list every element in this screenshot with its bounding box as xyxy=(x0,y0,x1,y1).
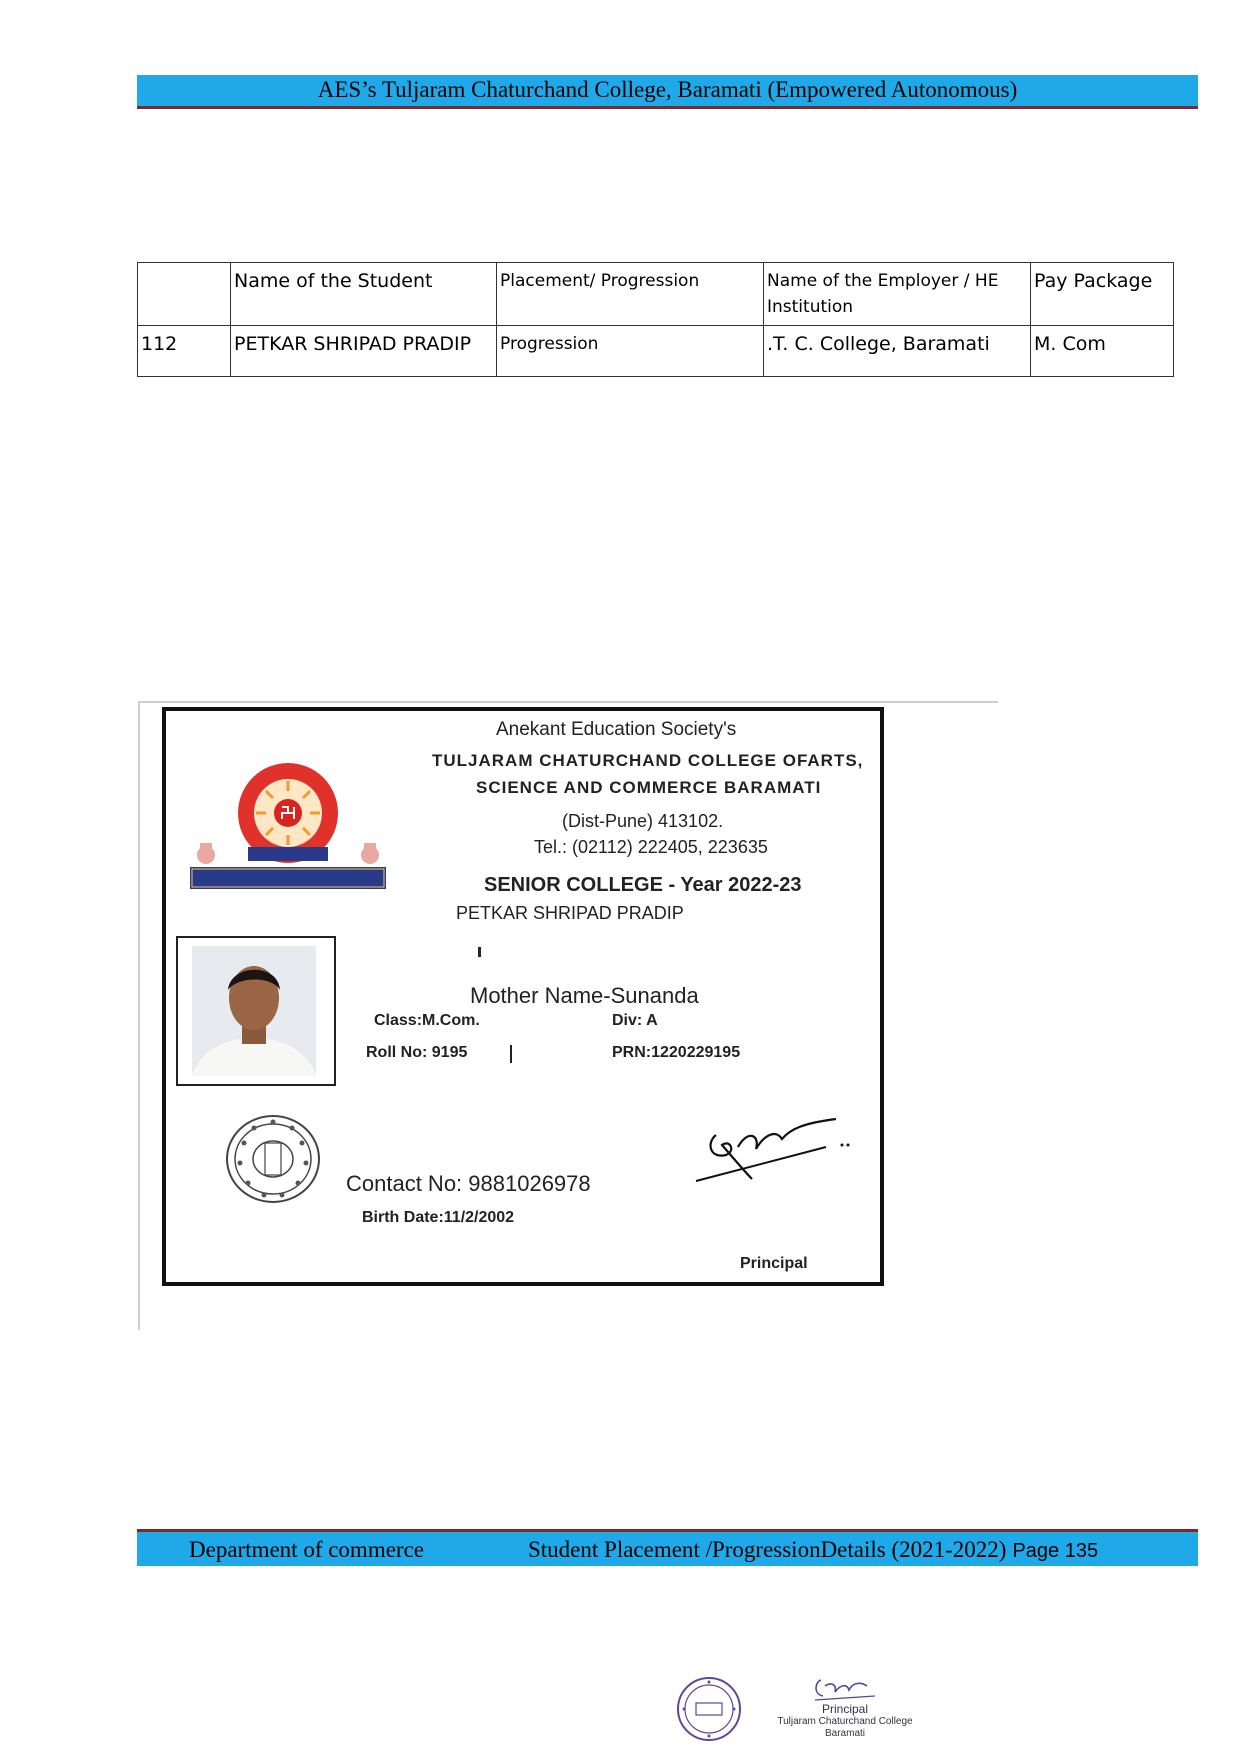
footer-details xyxy=(528,1537,1098,1563)
cell-placement: Progression xyxy=(497,326,764,377)
college-name-line1: TULJARAM CHATURCHAND COLLEGE OFARTS, xyxy=(432,751,864,770)
separator-mark xyxy=(510,1045,512,1063)
card-student-name: PETKAR SHRIPAD PRADIP xyxy=(456,903,684,923)
footer-college-label: Tuljaram Chaturchand College xyxy=(777,1716,913,1727)
header-band xyxy=(137,75,1198,109)
college-name-line2: SCIENCE AND COMMERCE BARAMATI xyxy=(476,778,822,797)
id-card xyxy=(162,707,884,1286)
college-seal-icon xyxy=(224,1113,322,1205)
cell-student-name: PETKAR SHRIPAD PRADIP xyxy=(231,326,497,377)
page-number: Page 135 xyxy=(1012,1540,1099,1562)
cell-serial: 112 xyxy=(138,326,231,377)
society-name: Anekant Education Society's xyxy=(496,719,737,740)
student-photo xyxy=(176,936,336,1086)
student-division: Div: A xyxy=(612,1012,658,1029)
header-cell-placement: Placement/ Progression xyxy=(497,263,764,326)
photo-image xyxy=(192,946,316,1076)
tick-mark xyxy=(478,947,481,957)
placement-table xyxy=(137,262,1174,377)
college-seal-icon xyxy=(676,1676,742,1742)
footer-city-label: Baramati xyxy=(824,1728,865,1739)
college-address: (Dist-Pune) 413102. xyxy=(562,811,724,831)
roll-number: Roll No: 9195 xyxy=(366,1044,468,1061)
cell-pay-package: M. Com xyxy=(1031,326,1174,377)
footer-principal-label: Principal xyxy=(821,1702,869,1716)
person-portrait-icon xyxy=(192,946,316,1076)
header-cell-serial xyxy=(138,263,231,326)
student-class: Class:M.Com. xyxy=(374,1012,480,1029)
id-card-frame xyxy=(138,701,998,1330)
birth-date: Birth Date:11/2/2002 xyxy=(362,1209,515,1226)
header-cell-student-name: Name of the Student xyxy=(231,263,497,326)
table-row xyxy=(138,326,1174,377)
table-header-row xyxy=(138,263,1174,326)
contact-number: Contact No: 9881026978 xyxy=(346,1171,591,1196)
principal-label: Principal xyxy=(740,1255,808,1272)
footer-band xyxy=(137,1529,1198,1566)
principal-signature-icon xyxy=(775,1672,915,1706)
cell-employer: .T. C. College, Baramati xyxy=(764,326,1031,377)
college-logo-icon xyxy=(188,755,388,905)
footer-principal-sign xyxy=(775,1672,915,1752)
footer-department: Department of commerce xyxy=(189,1537,424,1562)
prn-number: PRN:1220229195 xyxy=(612,1044,741,1061)
mother-name: Mother Name-Sunanda xyxy=(470,983,699,1008)
college-telephone: Tel.: (02112) 222405, 223635 xyxy=(534,837,768,857)
header-cell-pay-package: Pay Package xyxy=(1031,263,1174,326)
footer-details-text: Student Placement /ProgressionDetails (2021-2022) xyxy=(528,1537,1007,1562)
principal-signature-icon xyxy=(686,1099,856,1189)
header-cell-employer: Name of the Employer / HE Institution xyxy=(764,263,1031,326)
page-header-title: AES’s Tuljaram Chaturchand College, Baramati (Empowered Autonomous) xyxy=(317,77,1018,102)
senior-college-year: SENIOR COLLEGE - Year 2022-23 xyxy=(484,874,802,896)
